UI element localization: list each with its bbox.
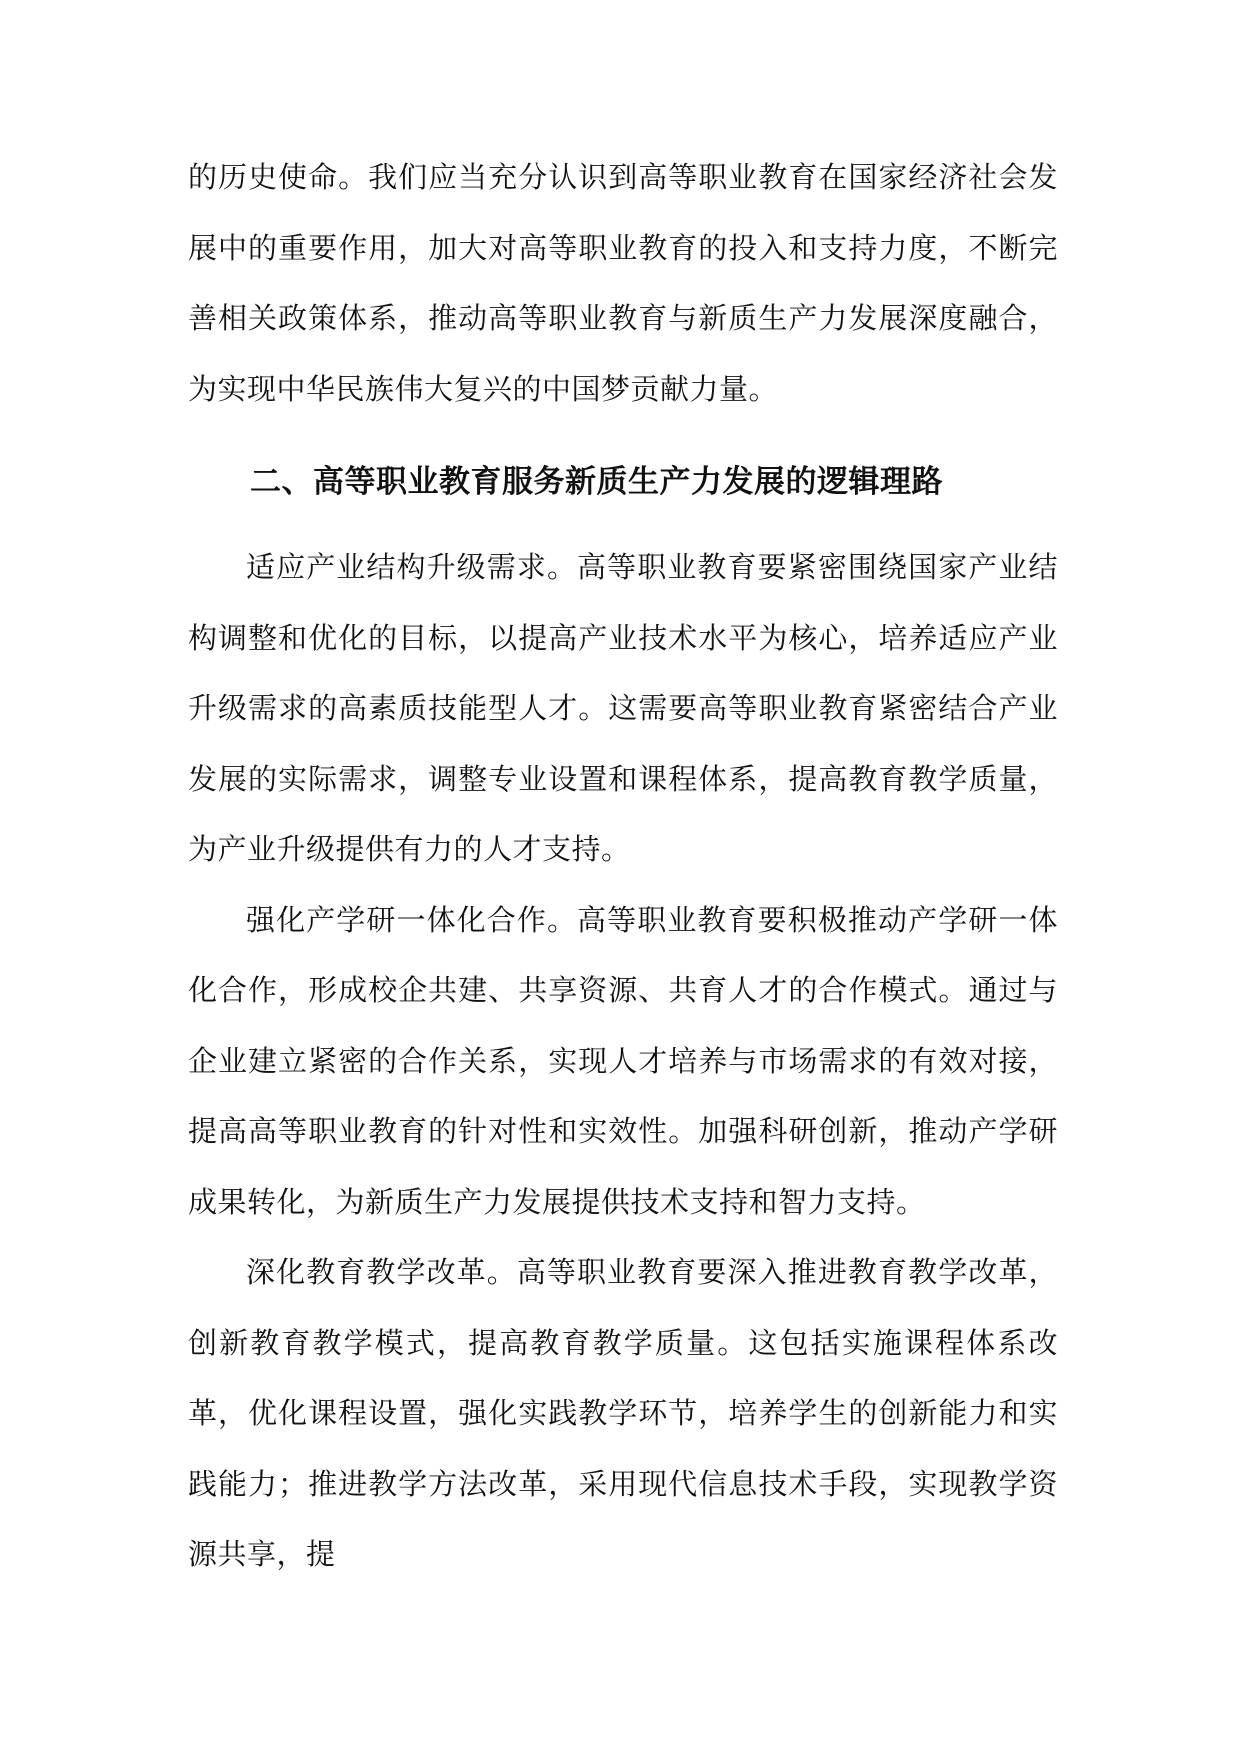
paragraph-industry-upgrade: 适应产业结构升级需求。高等职业教育要紧密围绕国家产业结构调整和优化的目标，以提高产业技术水平为核心，培养适应产业升级需求的高素质技能型人才。这需要高等职业教育紧密结合产业发展的实际需求，调整专业设置和课程体系，提高教育教学质量，为产业升级提供有力的人才支持。 — [188, 550, 1058, 866]
paragraph-continued: 的历史使命。我们应当充分认识到高等职业教育在国家经济社会发展中的重要作用，加大对高等职业教育的投入和支持力度，不断完善相关政策体系，推动高等职业教育与新质生产力发展深度融合，为实现中华民族伟大复兴的中国梦贡献力量。 — [188, 160, 1058, 406]
section-heading: 二、高等职业教育服务新质生产力发展的逻辑理路 — [250, 464, 943, 500]
document-body — [188, 142, 1058, 1590]
paragraph-teaching-reform: 深化教育教学改革。高等职业教育要深入推进教育教学改革，创新教育教学模式，提高教育教学质量。这包括实施课程体系改革，优化课程设置，强化实践教学环节，培养学生的创新能力和实践能力；推进教学方法改革，采用现代信息技术手段，实现教学资源共享，提 — [188, 1255, 1058, 1571]
paragraph-industry-research-cooperation: 强化产学研一体化合作。高等职业教育要积极推动产学研一体化合作，形成校企共建、共享资源、共育人才的合作模式。通过与企业建立紧密的合作关系，实现人才培养与市场需求的有效对接，提高高等职业教育的针对性和实效性。加强科研创新，推动产学研成果转化，为新质生产力发展提供技术支持和智力支持。 — [188, 902, 1058, 1219]
